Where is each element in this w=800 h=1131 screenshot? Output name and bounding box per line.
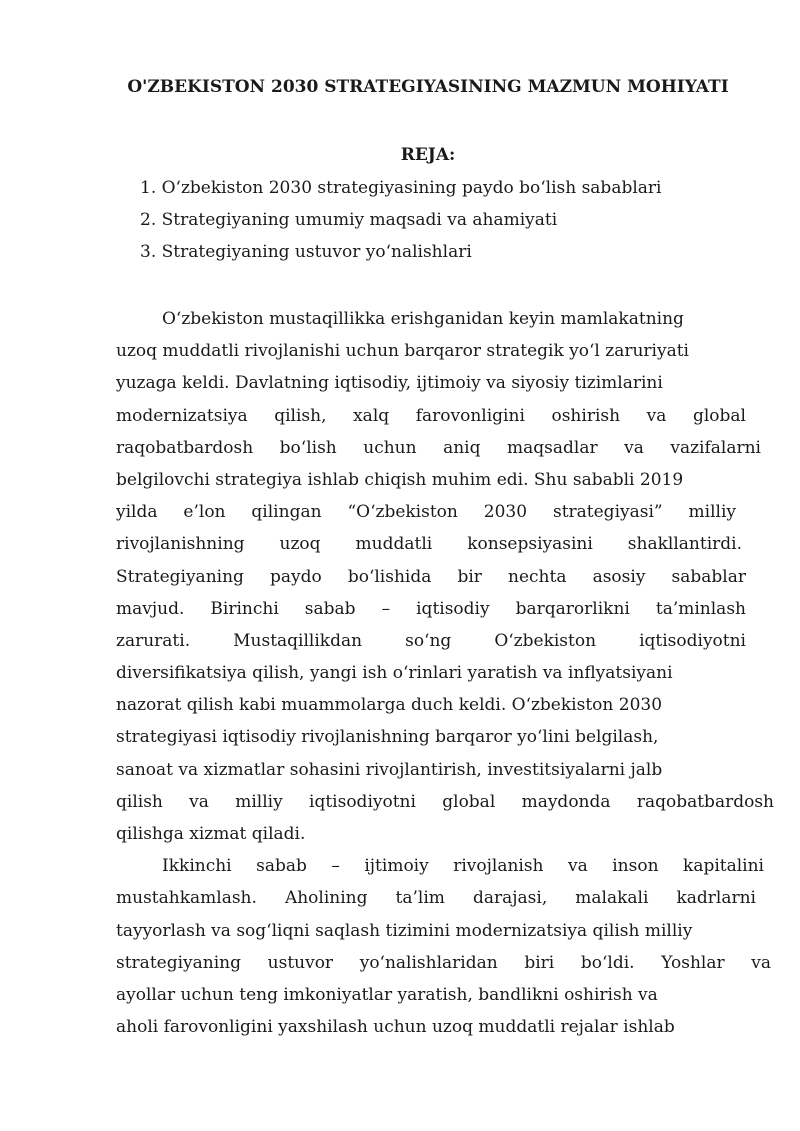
- plan-item: 3. Strategiyaning ustuvor yo‘nalishlari: [140, 242, 472, 262]
- plan-list: [140, 172, 661, 268]
- text-line: tayyorlash va sog‘liqni saqlash tizimini modernizatsiya qilish milliy: [116, 920, 693, 941]
- plan-heading: REJA:: [400, 145, 456, 165]
- text-line: yuzaga keldi. Davlatning iqtisodiy, ijtimoiy va siyosiy tizimlarini: [116, 373, 663, 394]
- text-line: mustahkamlash. Aholining ta’lim darajasi, malakali kadrlarni: [116, 888, 756, 909]
- plan-item: 1. O‘zbekiston 2030 strategiyasining paydo bo‘lish sabablari: [140, 178, 662, 198]
- text-line: qilish va milliy iqtisodiyotni global maydonda raqobatbardosh: [116, 791, 774, 812]
- text-line: qilishga xizmat qiladi.: [116, 824, 306, 844]
- page-title: O'ZBEKISTON 2030 STRATEGIYASINING MAZMUN MOHIYATI: [127, 77, 729, 97]
- paragraph-2: [116, 850, 774, 1043]
- text-line: Ikkinchi sabab – ijtimoiy rivojlanish va inson kapitalini: [162, 856, 764, 877]
- text-line: O‘zbekiston mustaqillikka erishganidan keyin mamlakatning: [162, 309, 684, 329]
- text-line: mavjud. Birinchi sabab – iqtisodiy barqarorlikni ta’minlash: [116, 598, 746, 619]
- text-line: strategiyaning ustuvor yo‘nalishlaridan biri bo‘ldi. Yoshlar va: [116, 952, 771, 973]
- text-line: uzoq muddatli rivojlanishi uchun barqaror strategik yo‘l zaruriyati: [116, 341, 689, 362]
- text-line: strategiyasi iqtisodiy rivojlanishning barqaror yo‘lini belgilash,: [116, 727, 659, 748]
- text-line: nazorat qilish kabi muammolarga duch keldi. O‘zbekiston 2030: [116, 695, 663, 716]
- text-line: raqobatbardosh bo‘lish uchun aniq maqsadlar va vazifalarni: [116, 437, 761, 458]
- text-line: aholi farovonligini yaxshilash uchun uzoq muddatli rejalar ishlab: [116, 1017, 675, 1038]
- text-line: zarurati. Mustaqillikdan so‘ng O‘zbekiston iqtisodiyotni: [116, 630, 746, 651]
- text-line: sanoat va xizmatlar sohasini rivojlantirish, investitsiyalarni jalb: [116, 759, 663, 780]
- plan-item: 2. Strategiyaning umumiy maqsadi va ahamiyati: [140, 210, 558, 230]
- text-line: belgilovchi strategiya ishlab chiqish muhim edi. Shu sababli 2019: [116, 469, 684, 490]
- text-line: modernizatsiya qilish, xalq farovonligini oshirish va global: [116, 405, 746, 426]
- text-line: rivojlanishning uzoq muddatli konsepsiyasini shakllantirdi.: [116, 534, 742, 555]
- text-line: diversifikatsiya qilish, yangi ish o‘rinlari yaratish va inflyatsiyani: [116, 663, 673, 684]
- paragraph-1: [116, 303, 774, 850]
- text-line: Strategiyaning paydo bo‘lishida bir nechta asosiy sabablar: [116, 566, 746, 587]
- text-line: yilda e’lon qilingan “O‘zbekiston 2030 strategiyasi” milliy: [116, 502, 736, 523]
- body-text: [116, 303, 774, 1043]
- text-line: ayollar uchun teng imkoniyatlar yaratish, bandlikni oshirish va: [116, 984, 658, 1005]
